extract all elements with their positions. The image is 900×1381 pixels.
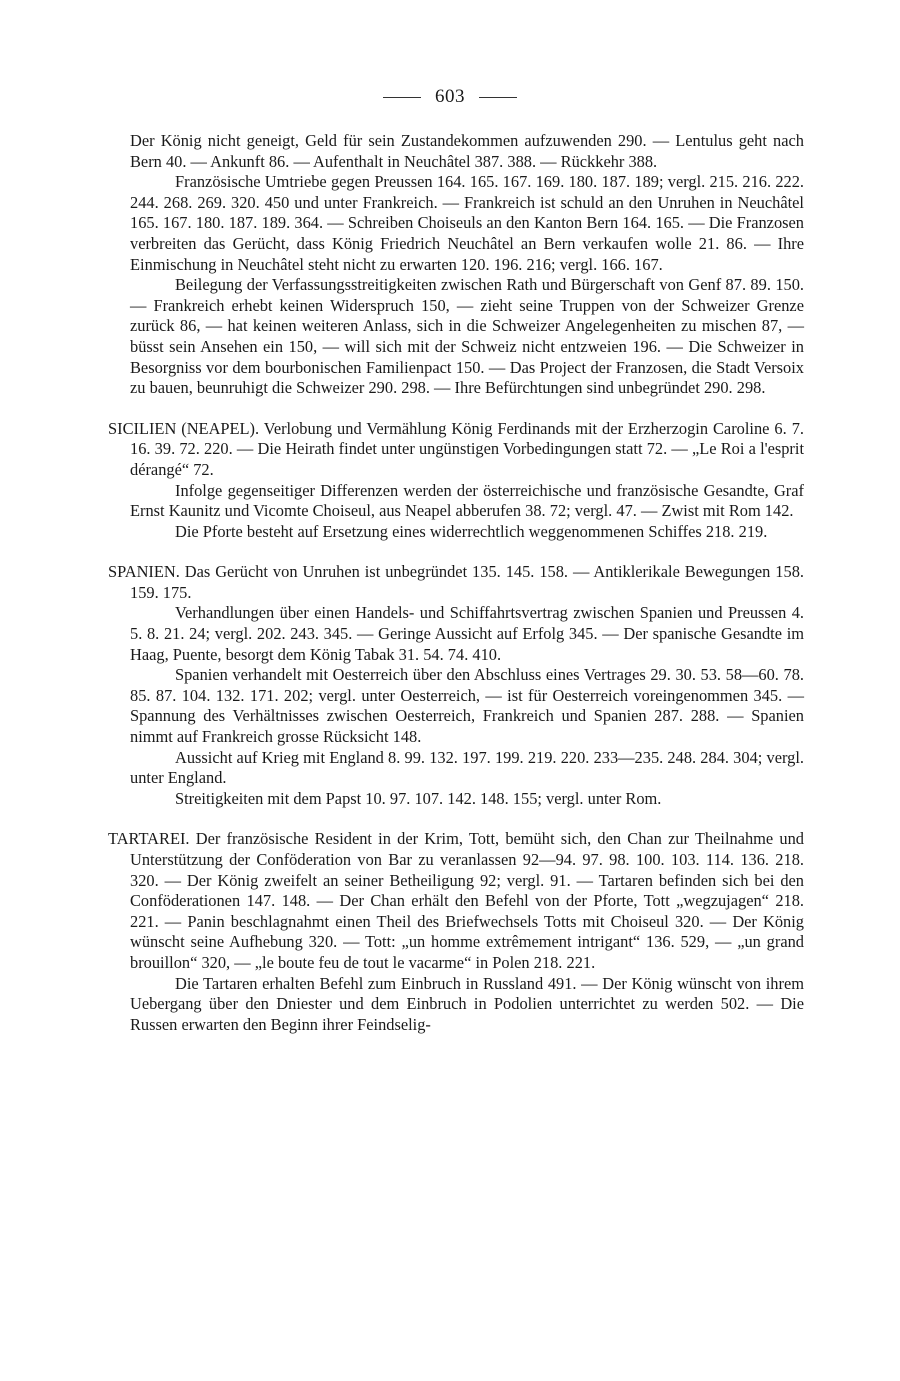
- entry-spanien-paragraph-2: Verhandlungen über einen Handels- und Schiffahrtsvertrag zwischen Spanien und Preussen 4. 5. 8. 21. 24; vergl. 202. 243. 345. — Geringe Aussicht auf Erfolg 345. — Der spanische Gesandte im Haag, Puente, besorgt dem König Tabak 31. 54. 74. 410.: [130, 603, 804, 664]
- entry-spanien-paragraph-1: Das Gerücht von Unruhen ist unbegründet 135. 145. 158. — Antiklerikale Bewegungen 158. 159. 175.: [130, 562, 804, 602]
- page-number: 603: [435, 86, 465, 107]
- entry-spanien-first-paragraph: [108, 562, 804, 603]
- entry-tartarei-head: TARTAREI.: [108, 829, 190, 849]
- continued-paragraph-1: Der König nicht geneigt, Geld für sein Zustandekommen aufzuwenden 290. — Lentulus geht nach Bern 40. — Ankunft 86. — Aufenthalt in Neuchâtel 387. 388. — Rückkehr 388.: [130, 131, 804, 171]
- continued-paragraph-3: Beilegung der Verfassungsstreitigkeiten zwischen Rath und Bürgerschaft von Genf 87. 89. 150. — Frankreich erhebt keinen Widerspruch 150, — zieht seine Truppen von der Schweizer Grenze zurück 86, — hat keinen weiteren Anlass, sich in die Schweizer Angelegenheiten zu mischen 87, — büsst sein Ansehen ein 150, — will sich mit der Schweiz nicht entzweien 196. — Die Schweizer in Besorgniss vor dem bourbonischen Familienpact 150. — Das Project der Franzosen, die Stadt Versoix zu bauen, beunruhigt die Schweizer 290. 298. — Ihre Befürchtungen sind unbegründet 290. 298.: [130, 275, 804, 398]
- entry-tartarei-paragraph-2: Die Tartaren erhalten Befehl zum Einbruch in Russland 491. — Der König wünscht von ihrem Uebergang über den Dniester und dem Einbruch in Podolien unterrichtet zu werden 502. — Die Russen erwarten den Beginn ihrer Feindselig-: [130, 973, 804, 1034]
- entry-tartarei-paragraph-1: Der französische Resident in der Krim, Tott, bemüht sich, den Chan zur Theilnahme und Unterstützung der Conföderation von Bar zu veranlassen 92—94. 97. 98. 100. 103. 114. 136. 218. 320. — Der König zweifelt an seiner Betheiligung 92; vergl. 91. — Tartaren befinden sich bei den Conföderationen 147. 148. — Der Chan erhält den Befehl von der Pforte, Tott „wegzujagen“ 218. 221. — Panin beschlagnahmt einen Theil des Briefwechsels Totts mit Choiseul 320. — Der König wünscht seine Aufhebung 320. — Tott: „un homme extrêmement intrigant“ 136. 529, — „un grand brouillon“ 320, — „le boute feu de tout le vacarme“ in Polen 218. 221.: [130, 829, 804, 972]
- page-number-right-dash: [479, 97, 517, 98]
- entry-tartarei: [108, 829, 804, 1035]
- entry-sicilien-first-paragraph: [108, 419, 804, 481]
- continued-entry: [108, 131, 804, 399]
- entry-spanien: [108, 562, 804, 809]
- entry-spanien-paragraph-5: Streitigkeiten mit dem Papst 10. 97. 107. 142. 148. 155; vergl. unter Rom.: [175, 788, 662, 808]
- entry-sicilien-paragraph-3: Die Pforte besteht auf Ersetzung eines widerrechtlich weggenommenen Schiffes 218. 219.: [175, 521, 768, 541]
- entry-sicilien: [108, 419, 804, 543]
- page-number-header: [0, 86, 900, 108]
- index-body: [108, 131, 804, 1035]
- entry-sicilien-paragraph-1: Verlobung und Vermählung König Ferdinands mit der Erzherzogin Caroline 6. 7. 16. 39. 72. 220. — Die Heirath findet unter ungünstigen Vorbedingungen statt 72. — „Le Roi a l'esprit dérangé“ 72.: [130, 418, 804, 479]
- entry-sicilien-head: SICILIEN (NEAPEL).: [108, 418, 260, 438]
- entry-sicilien-subparagraphs: [108, 481, 804, 543]
- entry-spanien-paragraph-3: Spanien verhandelt mit Oesterreich über den Abschluss eines Vertrages 29. 30. 53. 58—60. 78. 85. 87. 104. 132. 171. 202; vergl. unter Oesterreich, — ist für Oesterreich voreingenommen 345. — Spannung des Verhältnisses zwischen Oesterreich, Frankreich und Spanien 287. 288. — Spanien nimmt auf Frankreich grosse Rücksicht 148.: [130, 665, 804, 747]
- page-number-left-dash: [383, 97, 421, 98]
- entry-spanien-paragraph-4: Aussicht auf Krieg mit England 8. 99. 132. 197. 199. 219. 220. 233—235. 248. 284. 304; vergl. unter England.: [130, 747, 804, 788]
- entry-spanien-head: SPANIEN.: [108, 562, 180, 582]
- entry-tartarei-subparagraphs: [108, 974, 804, 1036]
- continued-paragraph-2: Französische Umtriebe gegen Preussen 164. 165. 167. 169. 180. 187. 189; vergl. 215. 216. 222. 244. 268. 269. 320. 450 und unter Frankreich. — Frankreich ist schuld an den Unruhen in Neuchâtel 165. 167. 180. 187. 189. 364. — Schreiben Choiseuls an den Kanton Bern 164. 165. — Die Franzosen verbreiten das Gerücht, dass König Friedrich Neuchâtel an Bern verkaufen wolle 21. 86. — Ihre Einmischung in Neuchâtel steht nicht zu erwarten 120. 196. 216; vergl. 166. 167.: [130, 172, 804, 274]
- entry-tartarei-first-paragraph: [108, 829, 804, 973]
- entry-sicilien-paragraph-2: Infolge gegenseitiger Differenzen werden der österreichische und französische Gesandte, Graf Ernst Kaunitz und Vicomte Choiseul, aus Neapel abberufen 38. 72; vergl. 47. — Zwist mit Rom 142.: [130, 480, 804, 521]
- entry-spanien-subparagraphs: [108, 603, 804, 809]
